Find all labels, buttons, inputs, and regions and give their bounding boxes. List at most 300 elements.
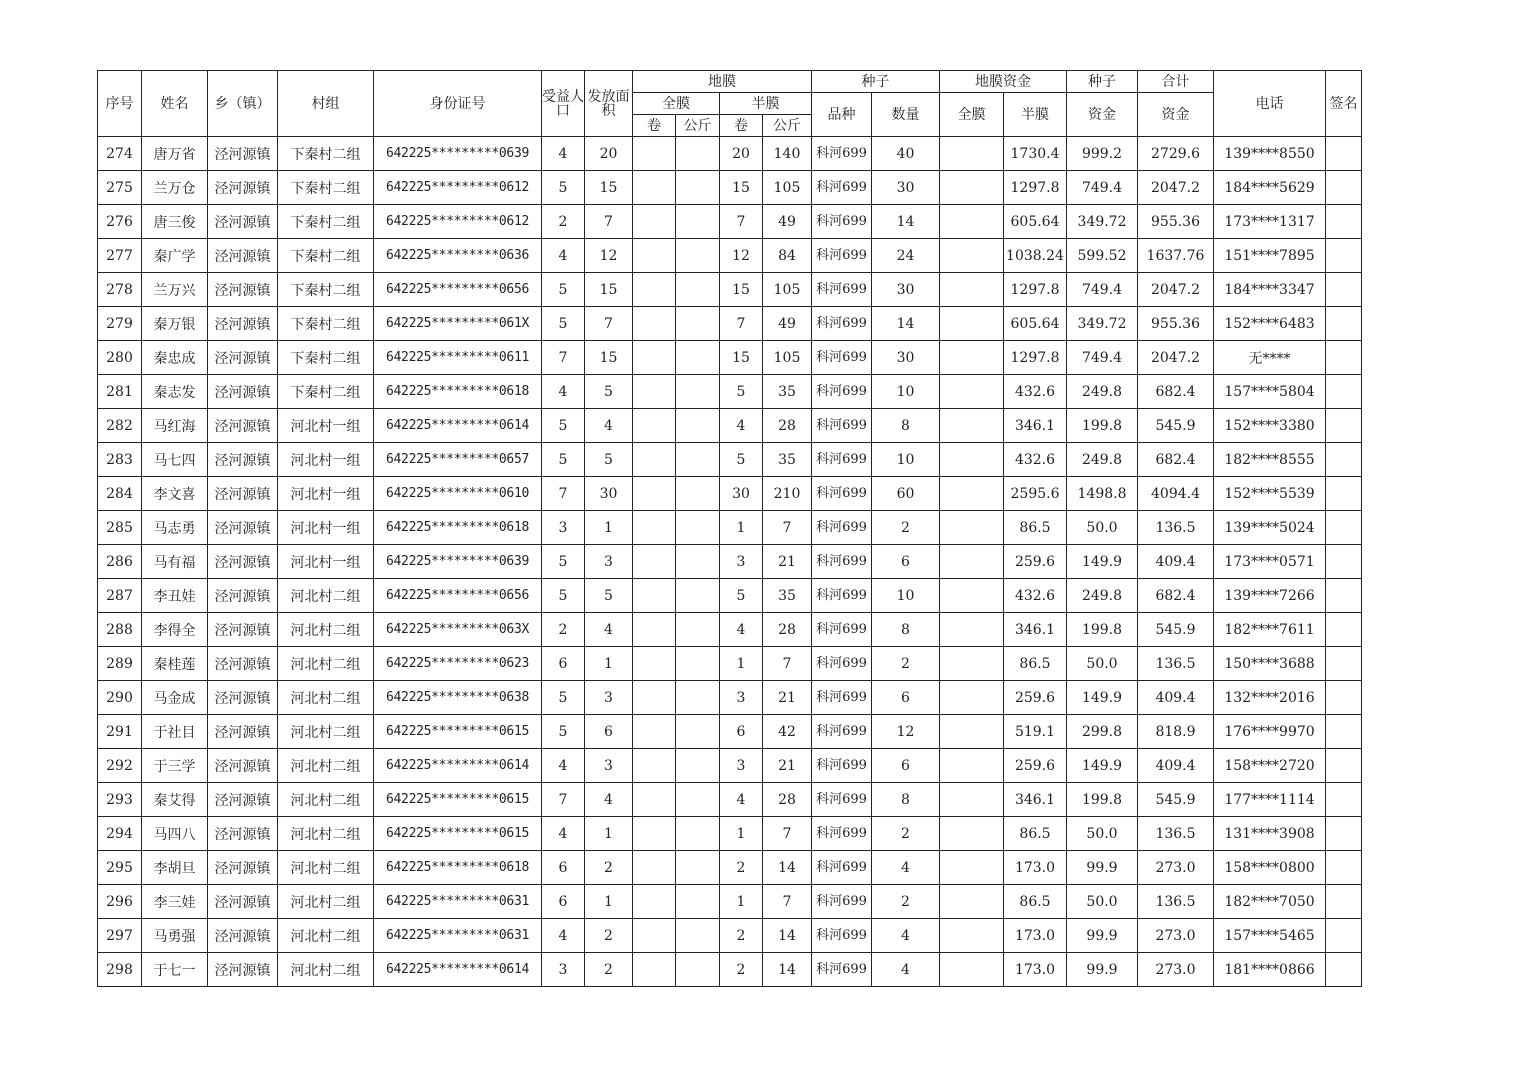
row-full-film-kg — [676, 477, 720, 511]
row-phone: 131****3908 — [1214, 817, 1326, 851]
row-seed-variety: 科河699 — [812, 239, 872, 273]
row-village: 下秦村二组 — [278, 273, 374, 307]
row-seed-variety: 科河699 — [812, 511, 872, 545]
row-seed-variety: 科河699 — [812, 851, 872, 885]
row-seed-variety: 科河699 — [812, 137, 872, 171]
row-phone: 152****6483 — [1214, 307, 1326, 341]
row-seed-funds: 349.72 — [1067, 205, 1138, 239]
row-id-number: 642225*********0614 — [374, 409, 542, 443]
row-half-film-kg: 21 — [763, 681, 812, 715]
row-seed-variety: 科河699 — [812, 715, 872, 749]
row-village: 河北村一组 — [278, 409, 374, 443]
header-seed-funds-bottom: 资金 — [1067, 93, 1138, 137]
row-half-film-kg: 49 — [763, 205, 812, 239]
row-id-number: 642225*********0615 — [374, 783, 542, 817]
row-seed-variety: 科河699 — [812, 953, 872, 987]
row-beneficiaries: 2 — [542, 613, 585, 647]
row-seed-funds: 149.9 — [1067, 749, 1138, 783]
row-total-funds: 409.4 — [1138, 681, 1214, 715]
row-full-film-kg — [676, 715, 720, 749]
row-village: 下秦村二组 — [278, 171, 374, 205]
row-half-film-kg: 7 — [763, 885, 812, 919]
header-half-film: 半膜 — [720, 93, 812, 115]
row-seq: 298 — [98, 953, 142, 987]
table-row — [98, 239, 1362, 273]
row-id-number: 642225*********0614 — [374, 953, 542, 987]
row-beneficiaries: 2 — [542, 205, 585, 239]
row-village: 下秦村二组 — [278, 307, 374, 341]
row-seed-funds: 249.8 — [1067, 579, 1138, 613]
row-id-number: 642225*********0618 — [374, 375, 542, 409]
row-phone: 158****2720 — [1214, 749, 1326, 783]
row-seed-quantity: 30 — [872, 273, 940, 307]
row-id-number: 642225*********0612 — [374, 205, 542, 239]
row-id-number: 642225*********0618 — [374, 851, 542, 885]
row-full-film-funds — [940, 647, 1004, 681]
row-seed-variety: 科河699 — [812, 749, 872, 783]
row-half-film-funds: 1297.8 — [1004, 171, 1067, 205]
row-beneficiaries: 4 — [542, 239, 585, 273]
row-beneficiaries: 5 — [542, 545, 585, 579]
row-seed-variety: 科河699 — [812, 443, 872, 477]
row-full-film-kg — [676, 647, 720, 681]
row-village: 下秦村二组 — [278, 341, 374, 375]
row-village: 河北村一组 — [278, 545, 374, 579]
row-half-film-kg: 35 — [763, 579, 812, 613]
table-row — [98, 409, 1362, 443]
row-township: 泾河源镇 — [208, 273, 278, 307]
header-village: 村组 — [278, 71, 374, 137]
row-full-film-funds — [940, 375, 1004, 409]
row-half-film-funds: 1297.8 — [1004, 341, 1067, 375]
row-full-film-roll — [633, 919, 676, 953]
row-full-film-kg — [676, 783, 720, 817]
table-row — [98, 885, 1362, 919]
row-beneficiaries: 6 — [542, 885, 585, 919]
row-area: 15 — [585, 171, 633, 205]
row-township: 泾河源镇 — [208, 443, 278, 477]
row-full-film-kg — [676, 307, 720, 341]
table-row — [98, 715, 1362, 749]
row-seed-quantity: 8 — [872, 409, 940, 443]
header-film-funds: 地膜资金 — [940, 71, 1067, 93]
row-full-film-kg — [676, 409, 720, 443]
table-row — [98, 817, 1362, 851]
row-phone: 139****7266 — [1214, 579, 1326, 613]
row-area: 4 — [585, 783, 633, 817]
row-half-film-kg: 49 — [763, 307, 812, 341]
row-total-funds: 136.5 — [1138, 817, 1214, 851]
header-full-kg: 公斤 — [676, 115, 720, 137]
row-seed-quantity: 40 — [872, 137, 940, 171]
row-seed-quantity: 14 — [872, 307, 940, 341]
row-seq: 290 — [98, 681, 142, 715]
table-row — [98, 953, 1362, 987]
row-beneficiaries: 5 — [542, 273, 585, 307]
row-seed-funds: 99.9 — [1067, 919, 1138, 953]
row-area: 7 — [585, 307, 633, 341]
row-seed-funds: 999.2 — [1067, 137, 1138, 171]
row-full-film-funds — [940, 477, 1004, 511]
row-phone: 182****7050 — [1214, 885, 1326, 919]
row-total-funds: 2047.2 — [1138, 341, 1214, 375]
row-township: 泾河源镇 — [208, 545, 278, 579]
row-full-film-roll — [633, 749, 676, 783]
row-half-film-funds: 173.0 — [1004, 851, 1067, 885]
row-name: 马七四 — [142, 443, 208, 477]
row-seed-quantity: 6 — [872, 545, 940, 579]
row-full-film-kg — [676, 171, 720, 205]
row-total-funds: 545.9 — [1138, 613, 1214, 647]
row-township: 泾河源镇 — [208, 647, 278, 681]
row-half-film-kg: 140 — [763, 137, 812, 171]
row-area: 5 — [585, 579, 633, 613]
table-row — [98, 477, 1362, 511]
row-half-film-kg: 105 — [763, 273, 812, 307]
row-full-film-funds — [940, 783, 1004, 817]
row-township: 泾河源镇 — [208, 375, 278, 409]
row-full-film-roll — [633, 375, 676, 409]
row-village: 下秦村二组 — [278, 375, 374, 409]
header-half-roll: 卷 — [720, 115, 763, 137]
row-id-number: 642225*********0614 — [374, 749, 542, 783]
row-beneficiaries: 4 — [542, 137, 585, 171]
row-signature — [1326, 647, 1362, 681]
row-seed-funds: 249.8 — [1067, 443, 1138, 477]
row-half-film-roll: 30 — [720, 477, 763, 511]
row-name: 于社目 — [142, 715, 208, 749]
row-half-film-kg: 105 — [763, 171, 812, 205]
row-beneficiaries: 7 — [542, 341, 585, 375]
row-half-film-roll: 6 — [720, 715, 763, 749]
row-full-film-roll — [633, 885, 676, 919]
row-full-film-roll — [633, 545, 676, 579]
row-township: 泾河源镇 — [208, 239, 278, 273]
row-township: 泾河源镇 — [208, 953, 278, 987]
row-half-film-funds: 86.5 — [1004, 511, 1067, 545]
row-name: 李得全 — [142, 613, 208, 647]
row-full-film-funds — [940, 307, 1004, 341]
row-phone: 177****1114 — [1214, 783, 1326, 817]
row-id-number: 642225*********0611 — [374, 341, 542, 375]
row-village: 河北村一组 — [278, 443, 374, 477]
row-id-number: 642225*********0612 — [374, 171, 542, 205]
table-row — [98, 375, 1362, 409]
row-beneficiaries: 5 — [542, 681, 585, 715]
row-signature — [1326, 749, 1362, 783]
row-seq: 297 — [98, 919, 142, 953]
row-phone: 184****5629 — [1214, 171, 1326, 205]
row-seed-variety: 科河699 — [812, 545, 872, 579]
row-total-funds: 136.5 — [1138, 885, 1214, 919]
row-seq: 291 — [98, 715, 142, 749]
row-seq: 287 — [98, 579, 142, 613]
row-seed-quantity: 2 — [872, 817, 940, 851]
row-total-funds: 2729.6 — [1138, 137, 1214, 171]
row-half-film-kg: 42 — [763, 715, 812, 749]
row-id-number: 642225*********0657 — [374, 443, 542, 477]
row-seed-variety: 科河699 — [812, 681, 872, 715]
row-village: 河北村二组 — [278, 885, 374, 919]
row-seed-quantity: 4 — [872, 851, 940, 885]
header-half-kg: 公斤 — [763, 115, 812, 137]
row-seed-quantity: 6 — [872, 749, 940, 783]
table-row — [98, 137, 1362, 171]
row-full-film-kg — [676, 205, 720, 239]
row-full-film-roll — [633, 681, 676, 715]
row-half-film-kg: 14 — [763, 919, 812, 953]
row-half-film-funds: 346.1 — [1004, 613, 1067, 647]
header-seed-funds-top: 种子 — [1067, 71, 1138, 93]
row-township: 泾河源镇 — [208, 477, 278, 511]
row-name: 秦广学 — [142, 239, 208, 273]
row-name: 兰万仓 — [142, 171, 208, 205]
row-seed-quantity: 10 — [872, 375, 940, 409]
row-phone: 152****3380 — [1214, 409, 1326, 443]
table-row — [98, 545, 1362, 579]
row-seed-quantity: 8 — [872, 783, 940, 817]
row-seed-variety: 科河699 — [812, 341, 872, 375]
row-signature — [1326, 409, 1362, 443]
row-full-film-roll — [633, 647, 676, 681]
row-signature — [1326, 511, 1362, 545]
row-name: 李丑娃 — [142, 579, 208, 613]
row-area: 1 — [585, 817, 633, 851]
row-full-film-kg — [676, 545, 720, 579]
row-id-number: 642225*********0631 — [374, 919, 542, 953]
row-signature — [1326, 919, 1362, 953]
row-beneficiaries: 6 — [542, 647, 585, 681]
row-full-film-funds — [940, 341, 1004, 375]
row-full-film-roll — [633, 953, 676, 987]
row-full-film-funds — [940, 171, 1004, 205]
row-seed-variety: 科河699 — [812, 783, 872, 817]
row-seed-quantity: 6 — [872, 681, 940, 715]
row-full-film-kg — [676, 137, 720, 171]
row-township: 泾河源镇 — [208, 205, 278, 239]
table-row — [98, 783, 1362, 817]
row-beneficiaries: 5 — [542, 443, 585, 477]
row-township: 泾河源镇 — [208, 613, 278, 647]
row-full-film-funds — [940, 715, 1004, 749]
row-village: 下秦村二组 — [278, 239, 374, 273]
row-full-film-funds — [940, 137, 1004, 171]
row-name: 秦艾得 — [142, 783, 208, 817]
row-seq: 274 — [98, 137, 142, 171]
row-seed-variety: 科河699 — [812, 647, 872, 681]
row-seed-quantity: 2 — [872, 885, 940, 919]
row-village: 下秦村二组 — [278, 205, 374, 239]
row-id-number: 642225*********0639 — [374, 545, 542, 579]
row-half-film-funds: 605.64 — [1004, 205, 1067, 239]
row-full-film-roll — [633, 137, 676, 171]
row-half-film-kg: 28 — [763, 783, 812, 817]
row-seed-funds: 199.8 — [1067, 613, 1138, 647]
row-seed-variety: 科河699 — [812, 375, 872, 409]
row-area: 5 — [585, 375, 633, 409]
row-seq: 277 — [98, 239, 142, 273]
row-village: 下秦村二组 — [278, 137, 374, 171]
row-total-funds: 2047.2 — [1138, 171, 1214, 205]
row-seed-quantity: 10 — [872, 579, 940, 613]
row-half-film-kg: 14 — [763, 851, 812, 885]
row-half-film-roll: 2 — [720, 953, 763, 987]
table-header — [98, 71, 1362, 137]
row-full-film-roll — [633, 443, 676, 477]
row-name: 马勇强 — [142, 919, 208, 953]
row-phone: 157****5804 — [1214, 375, 1326, 409]
row-area: 2 — [585, 919, 633, 953]
row-area: 3 — [585, 545, 633, 579]
row-phone: 182****7611 — [1214, 613, 1326, 647]
row-id-number: 642225*********0638 — [374, 681, 542, 715]
row-seed-funds: 299.8 — [1067, 715, 1138, 749]
row-full-film-funds — [940, 205, 1004, 239]
row-beneficiaries: 5 — [542, 715, 585, 749]
row-seed-quantity: 8 — [872, 613, 940, 647]
row-full-film-kg — [676, 375, 720, 409]
row-area: 5 — [585, 443, 633, 477]
row-half-film-roll: 5 — [720, 443, 763, 477]
row-full-film-roll — [633, 273, 676, 307]
row-seed-variety: 科河699 — [812, 817, 872, 851]
row-total-funds: 273.0 — [1138, 851, 1214, 885]
row-township: 泾河源镇 — [208, 409, 278, 443]
row-area: 15 — [585, 273, 633, 307]
row-full-film-roll — [633, 817, 676, 851]
row-full-film-roll — [633, 613, 676, 647]
row-township: 泾河源镇 — [208, 817, 278, 851]
row-id-number: 642225*********0631 — [374, 885, 542, 919]
row-half-film-roll: 15 — [720, 341, 763, 375]
row-total-funds: 273.0 — [1138, 953, 1214, 987]
row-half-film-funds: 259.6 — [1004, 545, 1067, 579]
row-total-funds: 1637.76 — [1138, 239, 1214, 273]
row-phone: 152****5539 — [1214, 477, 1326, 511]
row-total-funds: 682.4 — [1138, 375, 1214, 409]
table-row — [98, 273, 1362, 307]
row-half-film-roll: 5 — [720, 375, 763, 409]
table-row — [98, 749, 1362, 783]
row-half-film-roll: 4 — [720, 409, 763, 443]
row-seed-variety: 科河699 — [812, 307, 872, 341]
row-beneficiaries: 4 — [542, 817, 585, 851]
row-half-film-funds: 346.1 — [1004, 783, 1067, 817]
row-signature — [1326, 239, 1362, 273]
row-id-number: 642225*********0610 — [374, 477, 542, 511]
row-seq: 285 — [98, 511, 142, 545]
row-name: 兰万兴 — [142, 273, 208, 307]
header-area: 发放面积 — [585, 71, 633, 137]
row-full-film-kg — [676, 511, 720, 545]
row-half-film-funds: 432.6 — [1004, 375, 1067, 409]
row-name: 于七一 — [142, 953, 208, 987]
row-full-film-kg — [676, 851, 720, 885]
row-village: 河北村一组 — [278, 511, 374, 545]
row-township: 泾河源镇 — [208, 307, 278, 341]
row-id-number: 642225*********0656 — [374, 273, 542, 307]
row-seq: 289 — [98, 647, 142, 681]
row-half-film-roll: 3 — [720, 545, 763, 579]
row-township: 泾河源镇 — [208, 919, 278, 953]
row-seed-funds: 99.9 — [1067, 953, 1138, 987]
row-village: 河北村二组 — [278, 817, 374, 851]
row-seed-variety: 科河699 — [812, 613, 872, 647]
row-township: 泾河源镇 — [208, 511, 278, 545]
row-half-film-kg: 35 — [763, 375, 812, 409]
row-name: 马志勇 — [142, 511, 208, 545]
row-township: 泾河源镇 — [208, 681, 278, 715]
row-beneficiaries: 7 — [542, 783, 585, 817]
row-half-film-kg: 28 — [763, 409, 812, 443]
row-area: 20 — [585, 137, 633, 171]
row-full-film-kg — [676, 443, 720, 477]
row-full-film-funds — [940, 749, 1004, 783]
row-beneficiaries: 3 — [542, 511, 585, 545]
row-seed-variety: 科河699 — [812, 579, 872, 613]
row-full-film-roll — [633, 239, 676, 273]
row-half-film-roll: 1 — [720, 647, 763, 681]
header-film: 地膜 — [633, 71, 812, 93]
row-seed-quantity: 14 — [872, 205, 940, 239]
row-full-film-funds — [940, 885, 1004, 919]
row-seq: 296 — [98, 885, 142, 919]
row-phone: 181****0866 — [1214, 953, 1326, 987]
row-signature — [1326, 137, 1362, 171]
row-half-film-funds: 1730.4 — [1004, 137, 1067, 171]
row-seed-funds: 1498.8 — [1067, 477, 1138, 511]
row-phone: 151****7895 — [1214, 239, 1326, 273]
row-full-film-roll — [633, 171, 676, 205]
row-township: 泾河源镇 — [208, 137, 278, 171]
row-seq: 276 — [98, 205, 142, 239]
header-total-top: 合计 — [1138, 71, 1214, 93]
row-area: 4 — [585, 613, 633, 647]
row-half-film-funds: 346.1 — [1004, 409, 1067, 443]
row-phone: 139****5024 — [1214, 511, 1326, 545]
row-seq: 294 — [98, 817, 142, 851]
row-full-film-roll — [633, 579, 676, 613]
row-signature — [1326, 477, 1362, 511]
row-name: 马金成 — [142, 681, 208, 715]
row-beneficiaries: 5 — [542, 579, 585, 613]
row-full-film-kg — [676, 885, 720, 919]
row-half-film-funds: 1038.24 — [1004, 239, 1067, 273]
row-full-film-roll — [633, 477, 676, 511]
row-seq: 293 — [98, 783, 142, 817]
header-quantity: 数量 — [872, 93, 940, 137]
row-full-film-funds — [940, 681, 1004, 715]
row-seed-funds: 149.9 — [1067, 545, 1138, 579]
row-full-film-funds — [940, 851, 1004, 885]
table-row — [98, 919, 1362, 953]
table-row — [98, 647, 1362, 681]
row-half-film-funds: 173.0 — [1004, 919, 1067, 953]
row-half-film-funds: 86.5 — [1004, 647, 1067, 681]
row-full-film-kg — [676, 341, 720, 375]
row-village: 河北村二组 — [278, 579, 374, 613]
row-area: 7 — [585, 205, 633, 239]
row-half-film-funds: 432.6 — [1004, 579, 1067, 613]
row-beneficiaries: 7 — [542, 477, 585, 511]
row-signature — [1326, 817, 1362, 851]
row-township: 泾河源镇 — [208, 749, 278, 783]
row-seed-funds: 749.4 — [1067, 341, 1138, 375]
row-phone: 132****2016 — [1214, 681, 1326, 715]
row-seed-funds: 349.72 — [1067, 307, 1138, 341]
row-total-funds: 136.5 — [1138, 511, 1214, 545]
row-name: 李胡旦 — [142, 851, 208, 885]
